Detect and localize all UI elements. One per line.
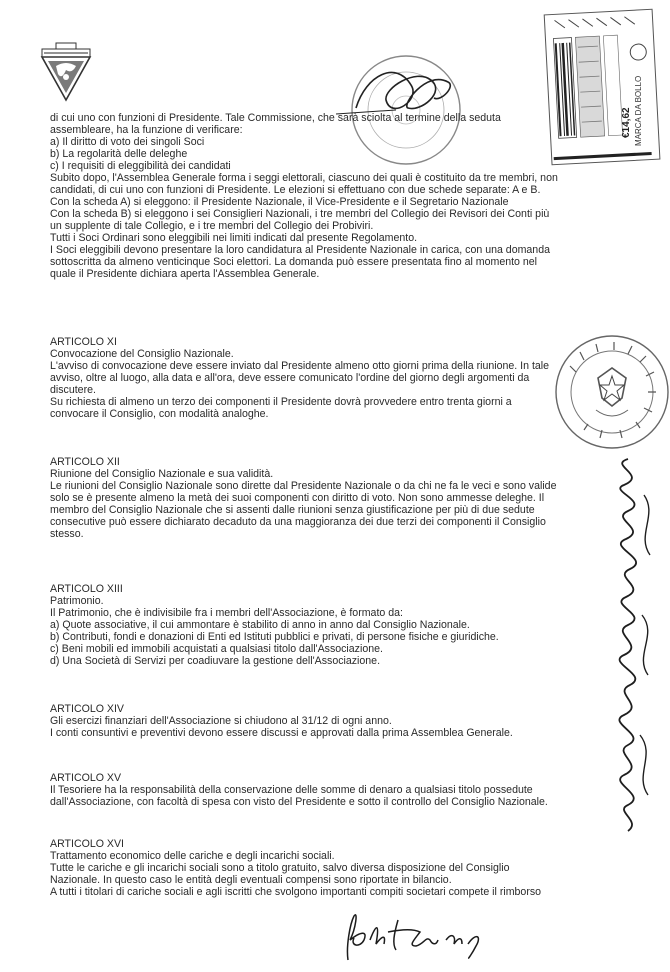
- article-line: c) Beni mobili ed immobili acquistati a qualsiasi titolo dall'Associazione.: [50, 643, 383, 655]
- article-xvi: [50, 838, 610, 898]
- article-heading: ARTICOLO XV: [50, 772, 122, 784]
- article-xi: [50, 336, 610, 420]
- intro-line: b) La regolarità delle deleghe: [50, 148, 188, 160]
- intro-line: di cui uno con funzioni di Presidente. Tale Commissione, che sarà sciolta al termine della seduta: [50, 112, 501, 124]
- revenue-stamp-label: MARCA DA BOLLO: [634, 75, 643, 146]
- article-line: d) Una Società di Servizi per coadiuvare la gestione dell'Associazione.: [50, 655, 381, 667]
- article-line: Patrimonio.: [50, 595, 104, 607]
- logo-emblem-icon: [34, 40, 98, 104]
- article-line: membro del Consiglio Nazionale che si assenti dalle riunioni senza giustificazione per più di due sedute: [50, 504, 535, 516]
- intro-line: quale il Presidente dichiara aperta l'Assemblea Generale.: [50, 268, 320, 280]
- article-heading: ARTICOLO XIV: [50, 703, 124, 715]
- article-line: L'avviso di convocazione deve essere inviato dal Presidente almeno otto giorni prima della riunione. In tale: [50, 360, 550, 372]
- article-line: Riunione del Consiglio Nazionale e sua validità.: [50, 468, 274, 480]
- article-line: discutere.: [50, 384, 96, 396]
- article-line: Le riunioni del Consiglio Nazionale sono dirette dal Presidente Nazionale o da chi ne fa le veci e sono valide: [50, 480, 557, 492]
- intro-line: Tutti i Soci Ordinari sono eleggibili nei limiti indicati dal presente Regolamento.: [50, 232, 418, 244]
- article-xiii: [50, 583, 610, 667]
- article-line: Su richiesta di almeno un terzo dei componenti il Presidente dovrà provvedere entro trenta giorni a: [50, 396, 512, 408]
- intro-line: a) Il diritto di voto dei singoli Soci: [50, 136, 205, 148]
- article-line: A tutti i titolari di cariche sociali e agli iscritti che svolgono importanti compiti societari compete il rimborso: [50, 886, 542, 898]
- article-xiv: [50, 703, 610, 739]
- article-xii: [50, 456, 610, 540]
- article-heading: ARTICOLO XI: [50, 336, 117, 348]
- article-line: a) Quote associative, il cui ammontare è stabilito di anno in anno dal Consiglio Nazionale.: [50, 619, 470, 631]
- revenue-stamp-amount: €14,62: [621, 107, 632, 138]
- article-line: Gli esercizi finanziari dell'Associazione si chiudono al 31/12 di ogni anno.: [50, 715, 392, 727]
- article-heading: ARTICOLO XIII: [50, 583, 123, 595]
- article-line: I conti consuntivi e preventivi devono essere discussi e approvati dalla prima Assemblea Generale.: [50, 727, 513, 739]
- intro-line: Subito dopo, l'Assemblea Generale forma i seggi elettorali, ciascuno dei quali è costituito da tre membri, non: [50, 172, 558, 184]
- intro-section: [50, 112, 610, 280]
- association-logo: [34, 40, 98, 104]
- article-line: stesso.: [50, 528, 84, 540]
- intro-line: Con la scheda B) si eleggono i sei Consiglieri Nazionali, i tre membri del Collegio dei Revisori dei Conti più: [50, 208, 550, 220]
- article-line: Convocazione del Consiglio Nazionale.: [50, 348, 234, 360]
- intro-line: c) I requisiti di eleggibilità dei candidati: [50, 160, 231, 172]
- article-line: Il Tesoriere ha la responsabilità della conservazione delle somme di denaro a qualsiasi titolo possedute: [50, 784, 533, 796]
- article-line: b) Contributi, fondi e donazioni di Enti ed Istituti pubblici e privati, di persone fisiche e giuridiche.: [50, 631, 499, 643]
- intro-line: candidati, di cui uno con funzioni di Presidente. Le elezioni si effettuano con due schede separate: A e B.: [50, 184, 541, 196]
- article-line: Nazionale. In questo caso le entità degli eventuali compensi sono riportate in bilancio.: [50, 874, 452, 886]
- intro-line: un supplente di tale Collegio, e i tre membri del Collegio dei Probiviri.: [50, 220, 374, 232]
- intro-line: assembleare, ha la funzione di verificare:: [50, 124, 243, 136]
- article-line: Trattamento economico delle cariche e degli incarichi sociali.: [50, 850, 335, 862]
- article-heading: ARTICOLO XVI: [50, 838, 124, 850]
- article-line: dall'Associazione, con facoltà di spesa con visto del Presidente e sotto il controllo del Consiglio Nazionale.: [50, 796, 548, 808]
- intro-line: sottoscritta da almeno venticinque Soci elettori. La domanda può essere presentata fino al momento nel: [50, 256, 538, 268]
- article-line: convocare il Consiglio, con modalità analoghe.: [50, 408, 269, 420]
- article-line: avviso, oltre al luogo, alla data e all'ora, deve essere comunicato l'ordine del giorno degli argomenti da: [50, 372, 530, 384]
- article-line: Tutte le cariche e gli incarichi sociali sono a titolo gratuito, salvo diversa disposizione del Consiglio: [50, 862, 510, 874]
- article-line: consecutive può essere dichiarato decaduto da una maggioranza dei due terzi dei componenti il Consiglio: [50, 516, 546, 528]
- intro-line: Con la scheda A) si eleggono: il Presidente Nazionale, il Vice-Presidente e il Segretario Nazionale: [50, 196, 509, 208]
- article-heading: ARTICOLO XII: [50, 456, 120, 468]
- article-line: Il Patrimonio, che è indivisibile fra i membri dell'Associazione, è formato da:: [50, 607, 403, 619]
- article-xv: [50, 772, 610, 808]
- intro-line: I Soci eleggibili devono presentare la loro candidatura al Presidente Nazionale in carica, con una domanda: [50, 244, 550, 256]
- signature-bottom: [320, 910, 490, 968]
- article-line: solo se è presente almeno la metà dei suoi componenti con diritto di voto. Non sono ammesse deleghe. Il: [50, 492, 545, 504]
